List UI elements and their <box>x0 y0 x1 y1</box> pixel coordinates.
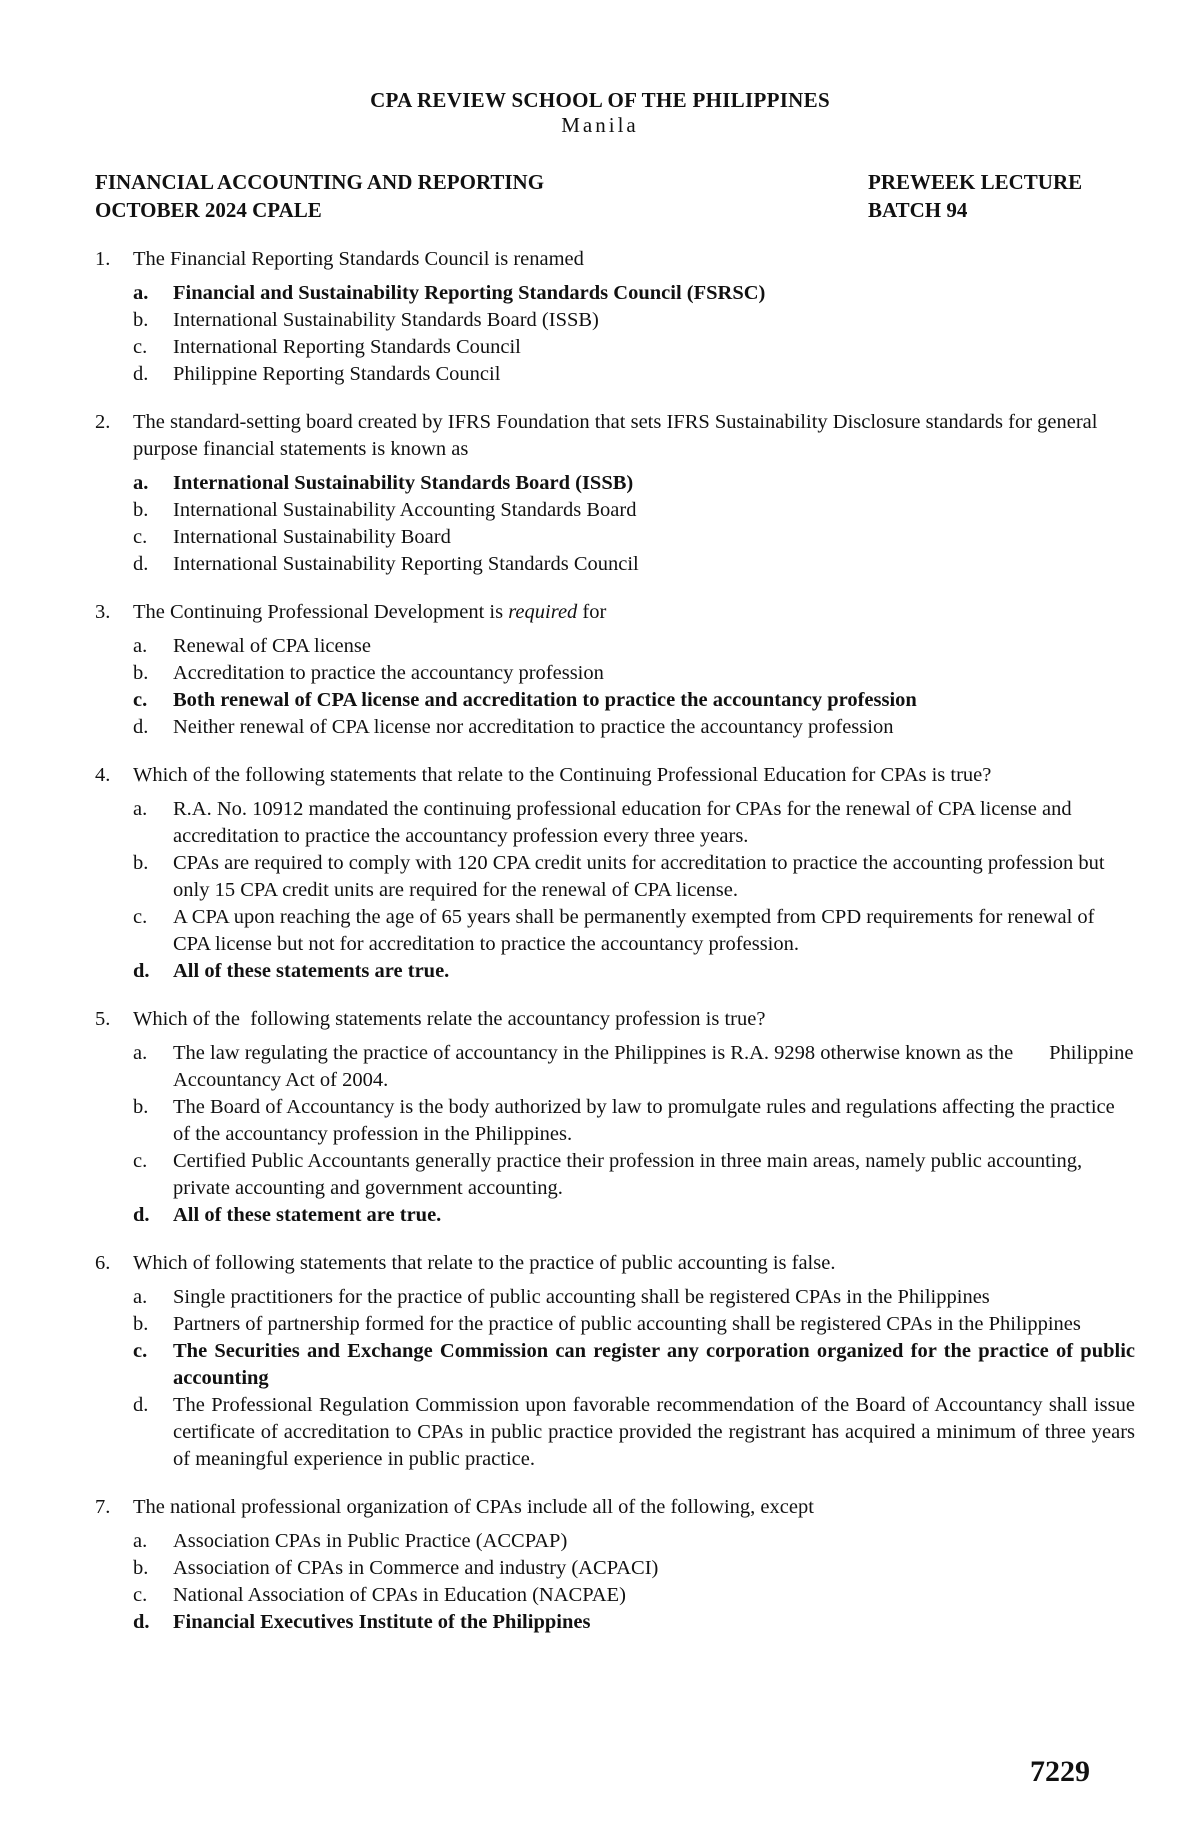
option-text: National Association of CPAs in Education (NACPAE) <box>173 1584 626 1606</box>
question-6 <box>95 1250 1135 1473</box>
option-c <box>133 1148 1135 1202</box>
option-b <box>133 1311 1135 1338</box>
question-text: Which of following statements that relate to the practice of public accounting is false. <box>133 1252 836 1274</box>
option-text: Accreditation to practice the accountancy profession <box>173 662 604 684</box>
question-stem <box>95 762 1135 789</box>
question-number: 7. <box>95 1496 111 1518</box>
question-3 <box>95 599 1135 741</box>
option-letter: b. <box>133 1096 149 1118</box>
option-a <box>133 280 1135 307</box>
batch-label: BATCH 94 <box>868 198 968 222</box>
option-text: R.A. No. 10912 mandated the continuing professional education for CPAs for the renewal of CPA license and accreditation to practice the accountancy profession every three years. <box>173 798 1072 847</box>
option-c <box>133 334 1135 361</box>
answer-options <box>133 1284 1135 1473</box>
option-text: All of these statement are true. <box>173 1204 442 1226</box>
course-header <box>95 168 544 224</box>
question-7 <box>95 1494 1135 1636</box>
question-number: 4. <box>95 764 111 786</box>
option-c <box>133 904 1135 958</box>
option-letter: d. <box>133 716 149 738</box>
option-letter: c. <box>133 1150 148 1172</box>
option-letter: b. <box>133 1557 149 1579</box>
option-letter: a. <box>133 1530 148 1552</box>
option-d <box>133 1609 1135 1636</box>
option-text: All of these statements are true. <box>173 960 450 982</box>
option-letter: b. <box>133 309 149 331</box>
answer-options <box>133 1528 1135 1636</box>
option-text: Philippine Reporting Standards Council <box>173 363 501 385</box>
option-a <box>133 1528 1135 1555</box>
option-text: Certified Public Accountants generally practice their profession in three main areas, namely public accounting, private accounting and government accounting. <box>173 1150 1083 1199</box>
option-text: CPAs are required to comply with 120 CPA credit units for accreditation to practice the accounting profession but only 15 CPA credit units are required for the renewal of CPA license. <box>173 852 1105 901</box>
option-letter: a. <box>133 282 149 304</box>
answer-options <box>133 1040 1138 1229</box>
option-letter: a. <box>133 472 149 494</box>
option-text: International Sustainability Board <box>173 526 451 548</box>
option-letter: c. <box>133 906 148 928</box>
question-text-end: for <box>577 601 607 623</box>
option-letter: d. <box>133 553 149 575</box>
lecture-title: PREWEEK LECTURE <box>868 170 1083 194</box>
option-d <box>133 714 1135 741</box>
option-b <box>133 497 1135 524</box>
option-b <box>133 1555 1135 1582</box>
option-text: Renewal of CPA license <box>173 635 371 657</box>
lecture-header <box>868 168 1082 224</box>
option-b <box>133 660 1135 687</box>
option-letter: d. <box>133 1611 150 1633</box>
question-number: 5. <box>95 1008 111 1030</box>
option-text: International Reporting Standards Council <box>173 336 521 358</box>
question-number: 2. <box>95 411 111 433</box>
question-1 <box>95 246 1135 388</box>
option-text: Single practitioners for the practice of public accounting shall be registered CPAs in the Philippines <box>173 1286 990 1308</box>
option-d <box>133 1392 1135 1473</box>
question-text-emphasis: required <box>508 601 578 623</box>
option-letter: a. <box>133 1286 148 1308</box>
option-b <box>133 307 1135 334</box>
option-letter: d. <box>133 1204 150 1226</box>
option-c <box>133 1582 1135 1609</box>
option-letter: c. <box>133 1340 148 1362</box>
question-number: 6. <box>95 1252 111 1274</box>
option-letter: d. <box>133 960 150 982</box>
subject-title: FINANCIAL ACCOUNTING AND REPORTING <box>95 170 545 194</box>
question-stem <box>95 599 1135 626</box>
question-stem <box>95 1006 1135 1033</box>
question-number: 1. <box>95 248 111 270</box>
option-a <box>133 796 1135 850</box>
answer-options <box>133 796 1135 985</box>
school-title: CPA REVIEW SCHOOL OF THE PHILIPPINES <box>370 88 830 112</box>
question-text: The standard-setting board created by IFRS Foundation that sets IFRS Sustainability Disclosure standards for general purpose financial statements is known as <box>133 411 1098 460</box>
question-2 <box>95 409 1135 578</box>
option-text: International Sustainability Standards Board (ISSB) <box>173 472 634 494</box>
option-text: Partners of partnership formed for the practice of public accounting shall be registered CPAs in the Philippines <box>173 1313 1081 1335</box>
answer-options <box>133 633 1135 741</box>
option-a <box>133 1284 1135 1311</box>
option-a <box>133 1040 1138 1094</box>
page-number: 7229 <box>1030 1755 1090 1788</box>
question-text: The Financial Reporting Standards Council is renamed <box>133 248 584 270</box>
option-d <box>133 361 1135 388</box>
option-c <box>133 687 1135 714</box>
option-letter: b. <box>133 852 149 874</box>
question-text: Which of the following statements that relate to the Continuing Professional Education for CPAs is true? <box>133 764 992 786</box>
option-b <box>133 850 1135 904</box>
option-text: Financial Executives Institute of the Philippines <box>173 1611 591 1633</box>
option-d <box>133 1202 1135 1229</box>
option-letter: c. <box>133 526 148 548</box>
answer-options <box>133 280 1135 388</box>
question-4 <box>95 762 1135 985</box>
option-letter: c. <box>133 1584 148 1606</box>
school-city: Manila <box>561 113 639 137</box>
question-text-start: The Continuing Professional Development is <box>133 601 509 623</box>
option-a <box>133 633 1135 660</box>
option-d <box>133 551 1135 578</box>
answer-options <box>133 470 1135 578</box>
question-text <box>133 599 1135 626</box>
option-text: Both renewal of CPA license and accreditation to practice the accountancy profession <box>173 689 917 711</box>
option-letter: a. <box>133 1042 148 1064</box>
question-stem <box>95 246 1135 273</box>
option-letter: c. <box>133 689 148 711</box>
option-letter: a. <box>133 798 148 820</box>
option-b <box>133 1094 1135 1148</box>
question-list <box>95 246 1138 1657</box>
exam-title: OCTOBER 2024 CPALE <box>95 198 322 222</box>
option-text: Association of CPAs in Commerce and industry (ACPACI) <box>173 1557 659 1579</box>
option-letter: c. <box>133 336 148 358</box>
question-stem <box>95 409 1135 463</box>
option-text: The Professional Regulation Commission upon favorable recommendation of the Board of Accountancy shall issue certificate of accreditation to CPAs in public practice provided the registrant has acquired a minimum of three years of meaningful experience in public practice. <box>173 1394 1135 1470</box>
option-text: Association CPAs in Public Practice (ACCPAP) <box>173 1530 568 1552</box>
option-letter: d. <box>133 363 149 385</box>
question-stem <box>95 1494 1135 1521</box>
option-text: The Securities and Exchange Commission can register any corporation organized for the practice of public accounting <box>173 1340 1135 1389</box>
option-c <box>133 524 1135 551</box>
option-d <box>133 958 1135 985</box>
option-text: Financial and Sustainability Reporting Standards Council (FSRSC) <box>173 282 766 304</box>
option-text: International Sustainability Reporting Standards Council <box>173 553 639 575</box>
option-letter: b. <box>133 662 149 684</box>
option-letter: b. <box>133 1313 149 1335</box>
question-5 <box>95 1006 1138 1229</box>
option-letter: a. <box>133 635 148 657</box>
option-text: International Sustainability Standards Board (ISSB) <box>173 309 599 331</box>
option-text: The law regulating the practice of accountancy in the Philippines is R.A. 9298 otherwise known as the Philippine Accountancy Act of 2004. <box>173 1042 1138 1091</box>
option-text: A CPA upon reaching the age of 65 years shall be permanently exempted from CPD requirements for renewal of CPA license but not for accreditation to practice the accountancy profession. <box>173 906 1095 955</box>
option-letter: d. <box>133 1394 149 1416</box>
question-stem <box>95 1250 1135 1277</box>
question-text: The national professional organization of CPAs include all of the following, except <box>133 1496 814 1518</box>
option-c <box>133 1338 1135 1392</box>
option-text: The Board of Accountancy is the body authorized by law to promulgate rules and regulations affecting the practice of the accountancy profession in the Philippines. <box>173 1096 1115 1145</box>
option-letter: b. <box>133 499 149 521</box>
question-number: 3. <box>95 601 111 623</box>
question-text: Which of the following statements relate the accountancy profession is true? <box>133 1008 766 1030</box>
option-text: International Sustainability Accounting Standards Board <box>173 499 637 521</box>
option-text: Neither renewal of CPA license nor accreditation to practice the accountancy profession <box>173 716 894 738</box>
option-a <box>133 470 1135 497</box>
